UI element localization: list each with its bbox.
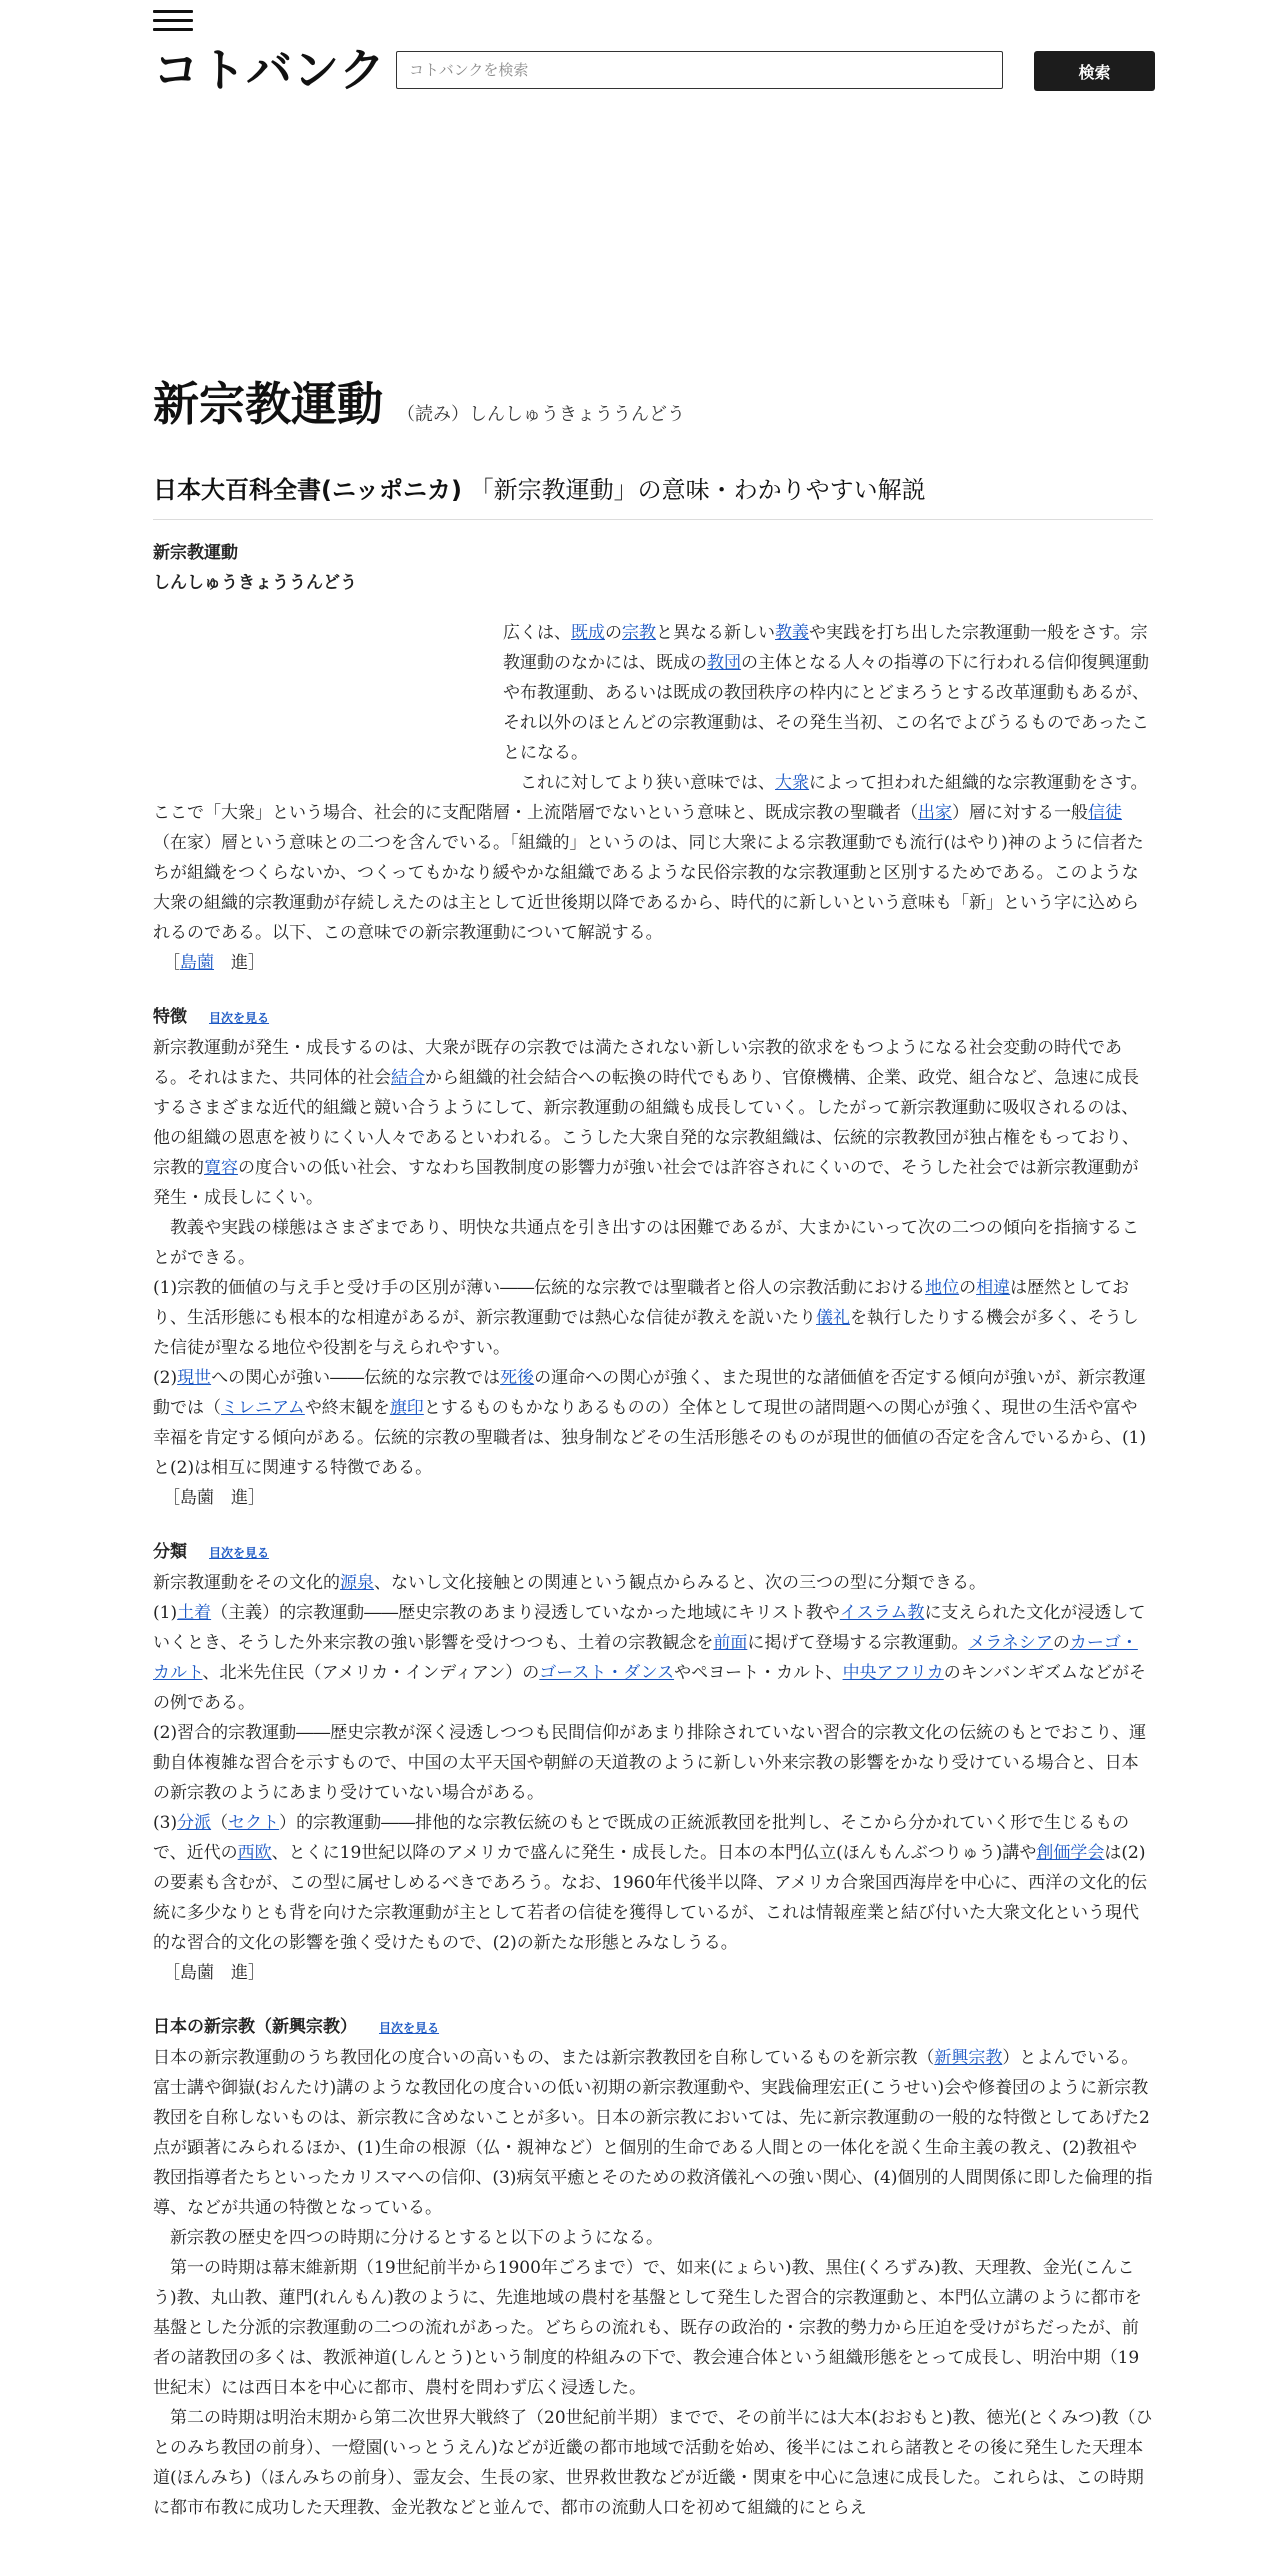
title-row <box>153 368 1153 434</box>
author-credit: ［島薗 進］ <box>163 1963 265 1983</box>
tokucho-paragraph-3: (1)宗教的価値の与え手と受け手の区別が薄い――伝統的な宗教では聖職者と俗人の宗教活動における地位の相違は歴然としており、生活形態にも根本的な相違があるが、新宗教運動では熱心な信徒が教えを説いたり儀礼を執行したりする機会が多く、そうした信徒が聖なる地位や役割を与えられやすい。 <box>153 1278 1139 1358</box>
toc-link[interactable]: 目次を見る <box>209 1546 270 1560</box>
article-body <box>153 538 1153 2523</box>
link-islam[interactable]: イスラム教 <box>839 1603 925 1623</box>
link-kisei[interactable]: 既成 <box>571 623 605 643</box>
source-suffix: 「新宗教運動」の意味・わかりやすい解説 <box>469 476 926 504</box>
nihon-paragraph-1: 日本の新宗教運動のうち教団化の度合いの高いもの、または新宗教教団を自称しているものを新宗教（新興宗教）とよんでいる。富士講や御嶽(おんたけ)講のような教団化の度合いの低い初期の新宗教運動や、実践倫理宏正(こうせい)会や修養団のように新宗教教団を自称しないものは、新宗教に含めないことが多い。日本の新宗教においては、先に新宗教運動の一般的な特徴としてあげた2点が顕著にみられるほか、(1)生命の根源（仏・親神など）と個別的生命である人間との一体化を説く生命主義の教え、(2)教祖や教団指導者たちといったカリスマへの信仰、(3)病気平癒とそのための救済儀礼への強い関心、(4)個別的人間関係に即した倫理的指導、などが共通の特徴となっている。 <box>153 2048 1153 2218</box>
link-author[interactable]: 島薗 <box>180 953 214 973</box>
heading-tokucho: 特徴 目次を見る <box>153 1007 270 1027</box>
search-input[interactable] <box>396 51 1003 89</box>
bunrui-paragraph-4: (3)分派（セクト）的宗教運動――排他的な宗教伝統のもとで既成の正統派教団を批判し、そこから分かれていく形で生じるもので、近代の西欧、とくに19世紀以降のアメリカで盛んに発生・成長した。日本の本門仏立(ほんもんぶつりゅう)講や創価学会は(2)の要素も含むが、この型に属せしめるべきであろう。なお、1960年代後半以降、アメリカ合衆国西海岸を中心に、西洋の文化的伝統に多少なりとも背を向けた宗教運動が主として若者の信徒を獲得しているが、これは情報産業と結び付いた大衆文化という現代的な習合的文化の影響を強く受けたもので、(2)の新たな形態とみなしうる。 <box>153 1813 1148 1953</box>
link-kyodan[interactable]: 教団 <box>707 653 741 673</box>
heading-bunrui: 分類 目次を見る <box>153 1542 270 1562</box>
link-ketsugo[interactable]: 結合 <box>391 1068 425 1088</box>
link-shinko[interactable]: 新興宗教 <box>934 2048 1003 2068</box>
link-chii[interactable]: 地位 <box>925 1278 960 1298</box>
page-title: 新宗教運動 <box>153 377 383 431</box>
link-soui[interactable]: 相違 <box>976 1278 1011 1298</box>
search-button[interactable]: 検索 <box>1034 51 1155 91</box>
ad-spacer <box>153 598 503 778</box>
author-credit: ［島薗 進］ <box>163 1488 265 1508</box>
link-kyogi[interactable]: 教義 <box>775 623 809 643</box>
author-credit: ［島薗 進］ <box>163 953 265 973</box>
link-central-africa[interactable]: 中央アフリカ <box>842 1663 944 1683</box>
link-melanesia[interactable]: メラネシア <box>968 1633 1053 1653</box>
link-girei[interactable]: 儀礼 <box>816 1308 850 1328</box>
title-reading: （読み）しんしゅうきょううんどう <box>397 404 685 425</box>
tokucho-paragraph-4: (2)現世への関心が強い――伝統的な宗教では死後の運命への関心が強く、また現世的な諸価値を否定する傾向が強いが、新宗教運動では（ミレニアムや終末観を旗印とするものもかなりあるものの）全体として現世の諸問題への関心が強く、現世の生活や富や幸福を肯定する傾向がある。伝統的宗教の聖職者は、独身制などその生活形態そのものが現世的価値の否定を含んでいるから、(1)と(2)は相互に関連する特徴である。 <box>153 1368 1147 1478</box>
site-logo[interactable]: コトバンク <box>153 43 387 97</box>
link-ghost-dance[interactable]: ゴースト・ダンス <box>539 1663 675 1683</box>
keyword-title: 新宗教運動 <box>153 543 238 563</box>
link-bunpa[interactable]: 分派 <box>177 1813 212 1833</box>
link-seio[interactable]: 西欧 <box>237 1843 272 1863</box>
link-shukyo[interactable]: 宗教 <box>622 623 656 643</box>
link-shukke[interactable]: 出家 <box>918 803 952 823</box>
link-gense[interactable]: 現世 <box>177 1368 212 1388</box>
link-shigo[interactable]: 死後 <box>500 1368 535 1388</box>
keyword-reading: しんしゅうきょううんどう <box>153 573 357 593</box>
link-kanyo[interactable]: 寛容 <box>204 1158 238 1178</box>
tokucho-paragraph-2: 教義や実践の様態はさまざまであり、明快な共通点を引き出すのは困難であるが、大まかにいって次の二つの傾向を指摘することができる。 <box>153 1218 1139 1268</box>
link-cargo-cult[interactable]: カーゴ・カルト <box>153 1633 1138 1683</box>
link-soka[interactable]: 創価学会 <box>1036 1843 1105 1863</box>
bunrui-paragraph-2: (1)土着（主義）的宗教運動――歴史宗教のあまり浸透していなかった地域にキリスト教やイスラム教に支えられた文化が浸透していくとき、そうした外来宗教の強い影響を受けつつも、土着の宗教観念を前面に掲げて登場する宗教運動。メラネシアのカーゴ・カルト、北米先住民（アメリカ・インディアン）のゴースト・ダンスやペヨート・カルト、中央アフリカのキンバンギズムなどがその例である。 <box>153 1603 1147 1713</box>
nihon-paragraph-4: 第二の時期は明治末期から第二次世界大戦終了（20世紀前半期）までで、その前半には大本(おおもと)教、徳光(とくみつ)教（ひとのみち教団の前身）、一燈園(いっとうえん)などが近畿の都市地域で活動を始め、後半にはこれら諸教とその後に発生した天理本道(ほんみち)（ほんみちの前身）、霊友会、生長の家、世界救世教などが近畿・関東を中心に急速に成長した。これらは、この時期に都市布教に成功した天理教、金光教などと並んで、都市の流動人口を初めて組織的にとらえ <box>153 2408 1153 2518</box>
tokucho-paragraph-1: 新宗教運動が発生・成長するのは、大衆が既存の宗教では満たされない新しい宗教的欲求をもつようになる社会変動の時代である。それはまた、共同体的社会結合から組織的社会結合への転換の時代でもあり、官僚機構、企業、政党、組合など、急速に成長するさまざまな近代的組織と競い合うようにして、新宗教運動の組織も成長していく。したがって新宗教運動に吸収されるのは、他の組織の恩恵を被りにくい人々であるといわれる。こうした大衆自発的な宗教組織は、伝統的宗教教団が独占権をもっており、宗教的寛容の度合いの低い社会、すなわち国教制度の影響力が強い社会では許容されにくいので、そうした社会では新宗教運動が発生・成長しにくい。 <box>153 1038 1139 1208</box>
heading-nihon: 日本の新宗教（新興宗教） 目次を見る <box>153 2017 440 2037</box>
link-zenmen[interactable]: 前面 <box>713 1633 748 1653</box>
link-sect[interactable]: セクト <box>228 1813 280 1833</box>
toc-link[interactable]: 目次を見る <box>379 2021 440 2035</box>
intro-paragraph-1: 広くは、既成の宗教と異なる新しい教義や実践を打ち出した宗教運動一般をさす。宗教運動のなかには、既成の教団の主体となる人々の指導の下に行われる信仰復興運動や布教運動、あるいは既成の教団秩序の枠内にとどまろうとする改革運動もあるが、それ以外のほとんどの宗教運動は、その発生当初、この名でよびうるものであったことになる。 <box>503 623 1149 763</box>
source-heading <box>153 470 1153 520</box>
intro-paragraph-2: これに対してより狭い意味では、大衆によって担われた組織的な宗教運動をさす。ここで「大衆」という場合、社会的に支配階層・上流階層でないという意味と、既成宗教の聖職者（出家）層に対する一般信徒（在家）層という意味との二つを含んでいる。「組織的」というのは、同じ大衆による宗教運動でも流行(はやり)神のように信者たちが組織をつくらないか、つくってもかなり緩やかな組織であるような民俗宗教的な宗教運動と区別するためである。このような大衆の組織的宗教運動が存続しえたのは主として近世後期以降であるから、時代的に新しいという意味も「新」という字に込められるのである。以下、この意味での新宗教運動について解説する。 <box>153 773 1148 943</box>
link-gensen[interactable]: 源泉 <box>340 1573 374 1593</box>
nihon-paragraph-3: 第一の時期は幕末維新期（19世紀前半から1900年ごろまで）で、如来(にょらい)教、黒住(くろずみ)教、天理教、金光(こんこう)教、丸山教、蓮門(れんもん)教のように、先進地域の農村を基盤として発生した習合的宗教運動と、本門仏立講のように都市を基盤とした分派的宗教運動の二つの流れがあった。どちらの流れも、既存の政治的・宗教的勢力から圧迫を受けがちだったが、前者の諸教団の多くは、教派神道(しんとう)という制度的枠組みの下で、教会連合体という組織形態をとって成長し、明治中期（19世紀末）には西日本を中心に都市、農村を問わず広く浸透した。 <box>153 2258 1142 2398</box>
source-name: 日本大百科全書(ニッポニカ) <box>153 476 462 504</box>
link-millennium[interactable]: ミレニアム <box>221 1398 305 1418</box>
menu-icon[interactable] <box>153 10 193 32</box>
link-taishu[interactable]: 大衆 <box>775 773 809 793</box>
link-dochaku[interactable]: 土着 <box>177 1603 212 1623</box>
bunrui-paragraph-3: (2)習合的宗教運動――歴史宗教が深く浸透しつつも民間信仰があまり排除されていない習合的宗教文化の伝統のもとでおこり、運動自体複雑な習合を示すもので、中国の太平天国や朝鮮の天道教のように新しい外来宗教の影響をかなり受けている場合と、日本の新宗教のようにあまり受けていない場合がある。 <box>153 1723 1147 1803</box>
nihon-paragraph-2: 新宗教の歴史を四つの時期に分けるとすると以下のようになる。 <box>170 2228 663 2248</box>
link-shinto[interactable]: 信徒 <box>1088 803 1122 823</box>
bunrui-paragraph-1: 新宗教運動をその文化的源泉、ないし文化接触との関連という観点からみると、次の三つの型に分類できる。 <box>153 1573 986 1593</box>
toc-link[interactable]: 目次を見る <box>209 1011 270 1025</box>
link-kijirushi[interactable]: 旗印 <box>389 1398 424 1418</box>
